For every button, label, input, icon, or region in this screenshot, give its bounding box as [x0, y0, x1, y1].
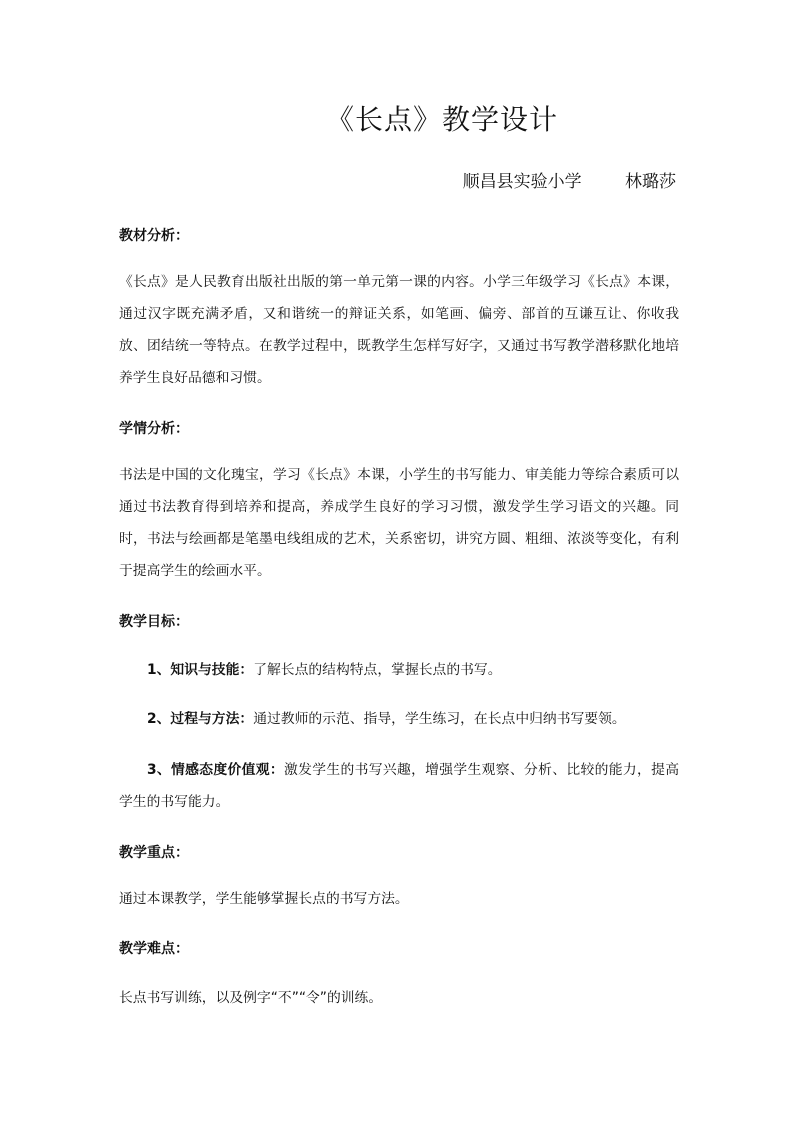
objective-number: 1、: [147, 662, 171, 678]
objective-item-2: [119, 703, 679, 735]
paragraph-learners: 书法是中国的文化瑰宝，学习《长点》本课，小学生的书写能力、审美能力等综合素质可以通过书法教育得到培养和提高，养成学生良好的学习习惯，激发学生学习语文的兴趣。同时，书法与绘画都是笔墨电线组成的艺术，关系密切，讲究方圆、粗细、浓淡等变化，有利于提高学生的绘画水平。: [119, 467, 679, 579]
objective-number: 3、: [147, 762, 172, 778]
objective-item-1: [119, 654, 679, 686]
objective-text: 激发学生的书写兴趣，增强学生观察、分析、比较的能力，提高学生的书写能力。: [119, 762, 679, 810]
paragraph-difficulties: 长点书写训练，以及例字“不”“令”的训练。: [119, 990, 383, 1006]
objective-item-3: [119, 754, 679, 818]
heading-analysis: 教材分析：: [119, 228, 189, 244]
author-line: [463, 167, 676, 192]
objective-label: 情感态度价值观：: [171, 762, 284, 778]
objective-label: 过程与方法：: [170, 711, 254, 727]
objective-text: 通过教师的示范、指导，学生练习，在长点中归纳书写要领。: [253, 711, 626, 727]
document-title: 《长点》教学设计: [325, 103, 558, 136]
paragraph-analysis: 《长点》是人民教育出版社出版的第一单元第一课的内容。小学三年级学习《长点》本课，通过汉字既充满矛盾，又和谐统一的辩证关系，如笔画、偏旁、部首的互谦互让、你收我放、团结统一等特点。在教学过程中，既教学生怎样写好字，又通过书写教学潜移默化地培养学生良好品德和习惯。: [119, 274, 679, 386]
author-school: 顺昌县实验小学: [462, 172, 582, 192]
heading-objectives: 教学目标：: [119, 614, 189, 630]
heading-key-points: 教学重点：: [119, 845, 189, 861]
objective-label: 知识与技能：: [170, 662, 254, 678]
objective-text: 了解长点的结构特点，掌握长点的书写。: [253, 662, 502, 678]
heading-learners: 学情分析：: [119, 421, 189, 437]
objective-number: 2、: [147, 711, 171, 727]
heading-difficulties: 教学难点：: [119, 941, 189, 957]
author-name: 林璐莎: [625, 172, 676, 192]
paragraph-key-points: 通过本课教学，学生能够掌握长点的书写方法。: [119, 891, 409, 907]
